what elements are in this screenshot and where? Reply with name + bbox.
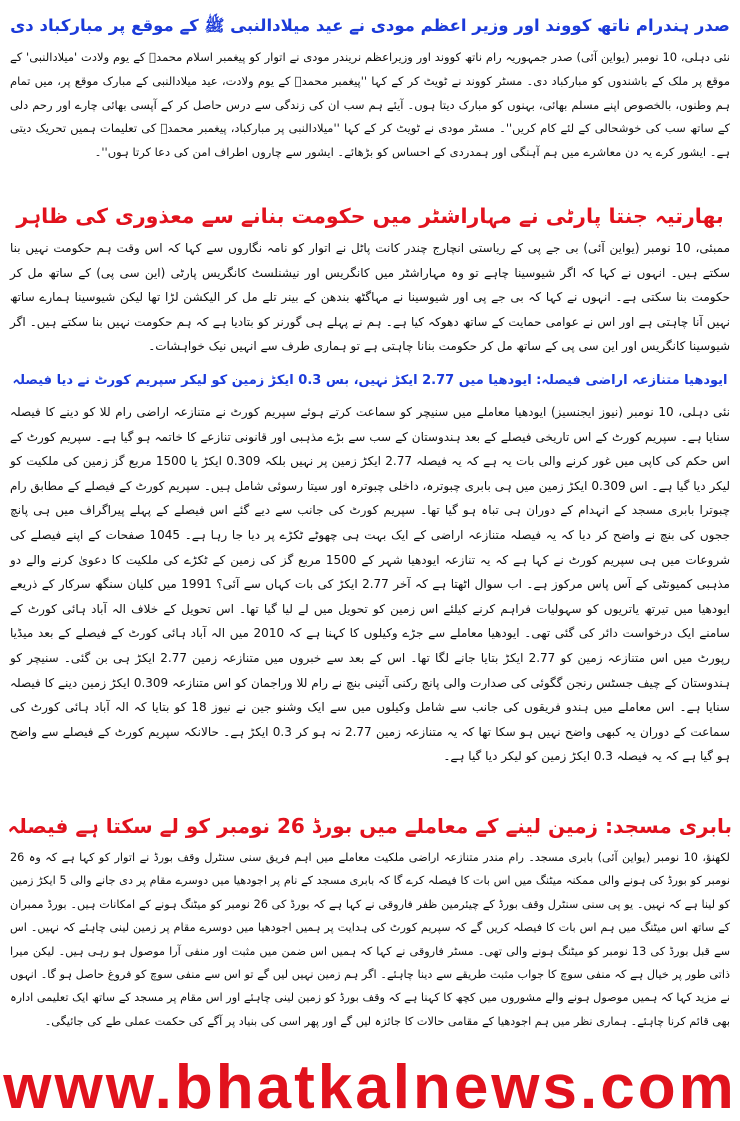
- article-body: نئی دہلی، 10 نومبر (یواین آئی) صدر جمہوریہ رام ناتھ کووند اور وزیراعظم نریندر مودی نے اتوار کو پیغمبر اسلام محمدؐ کے یوم ولادت 'میلادالنبی' کے موقع پر ملک کے باشندوں کو مبارکباد دی۔ مسٹر کووند نے ٹویٹ کر کے کہا ''پیغمبر محمدؐ کے یوم ولادت، عید میلادالنبی کے مبارک موقع پر، میں تمام ہم وطنوں، بالخصوص اپنے مسلم بھائی، بہنوں کو مبارک دیتا ہوں۔ آیئے ہم سب ان کی زندگی سے درس حاصل کر کے آپسی بھائی چارے اور رحم دلی کے ساتھ سب کی خوشحالی کے لئے کام کریں''۔ مسٹر مودی نے ٹویٹ کر کے کہا ''میلادالنبی پر مبارکباد، پیغمبر محمدؐ کی تعلیمات ہمیں تحریک دیتی ہے۔ ایشور کرے یہ دن معاشرے میں ہم آہنگی اور ہمدردی کے احساس کو بڑھائے۔ ایشور سے چاروں اطراف امن کی دعا کرتا ہوں''۔: [10, 50, 730, 160]
- article-eid-greetings: [0, 6, 740, 166]
- article-headline: بھارتیہ جنتا پارٹی نے مہاراشٹر میں حکومت بنانے سے معذوری کی ظاہر: [16, 204, 724, 228]
- site-footer-url[interactable]: www.bhatkalnews.com: [3, 1054, 737, 1121]
- article-babri-board: [0, 806, 740, 1048]
- article-bjp-maharashtra: [0, 196, 740, 360]
- article-headline: ایودھیا متنازعہ اراضی فیصلہ: ایودھیا میں 2.77 ایکڑ نہیں، بس 0.3 ایکڑ زمین کو لیکر سپریم کورٹ نے دیا فیصلہ: [12, 373, 728, 388]
- article-headline: بابری مسجد: زمین لینے کے معاملے میں بورڈ 26 نومبر کو لے سکتا ہے فیصلہ: [7, 814, 732, 838]
- article-headline: صدر ہندرام ناتھ کووند اور وزیر اعظم مودی نے عید میلادالنبی ﷺ کے موقع پر مبارکباد دی: [10, 16, 730, 35]
- article-ayodhya-verdict: [0, 362, 740, 796]
- article-body: نئی دہلی، 10 نومبر (نیوز ایجنسیز) ایودھیا معاملے میں سنیچر کو سماعت کرتے ہوئے سپریم کورٹ نے متنازعہ اراضی رام للا کو دینے کا فیصلہ سنایا ہے۔ سپریم کورٹ کے اس تاریخی فیصلے کے بعد ہندوستان کے سب سے بڑے مذہبی اور قانونی تنازعے کا خاتمہ ہو گیا ہے۔ سپریم کورٹ کے اس حکم کی کاپی میں غور کرنے والی بات یہ ہے کہ یہ فیصلہ 2.77 ایکڑ زمین پر نہیں بلکہ 0.309 ایکڑ یا 1500 مربع گز زمین کی ملکیت کو لیکر دیا گیا ہے۔ اس 0.309 ایکڑ زمین میں ہی بابری چبوترہ، داخلی چبوترہ اور سیتا رسوئی شامل ہیں۔ سپریم کورٹ کے فیصلے کے مطابق رام چبوترا بابری مسجد کے انہدام کے دوران ہی تباہ ہو گیا تھا۔ سپریم کورٹ کی جانب سے دیے گئے اس فیصلے کے پہلے پیراگراف میں ہی پانچ ججوں کی بنچ نے واضح کر دیا کہ یہ فیصلہ متنازعہ اراضی کے ایک بہت ہی چھوٹے ٹکڑے پر دیا جا رہا ہے۔ 1045 صفحات کے اپنے فیصلے کی شروعات میں ہی سپریم کورٹ نے کہا ہے کہ یہ تنازعہ ایودھیا شہر کے 1500 مربع گز کی زمین کے ٹکڑے کی ملکیت کا دعویٰ کرنے والے دو مذہبی کمیونٹی کے آس پاس مرکوز ہے۔ اب سوال اٹھتا ہے کہ آخر 2.77 ایکڑ کی بات کہاں سے آئی؟ 1991 میں کلیان سنگھ سرکار کے ذریعے ایودھیا میں تیرتھ یاتریوں کو سہولیات فراہم کرنے کیلئے اس زمین کو تحویل میں لے لیا گیا تھا۔ اس تحویل کے خلاف الہ آباد ہائی کورٹ کے سامنے ایک درخواست دائر کی گئی تھی۔ ایودھیا معاملے سے جڑے وکیلوں کا کہنا ہے کہ 2010 میں الہ آباد ہائی کورٹ کے فیصلے کے بعد میڈیا رپورٹ میں اس متنازعہ زمین کو 2.77 ایکڑ بتایا جانے لگا تھا۔ اس کے بعد سے خبروں میں متنازعہ زمین 2.77 ایکڑ ہی بن گئی۔ سنیچر کو ہندوستان کے چیف جسٹس رنجن گگوئی کی صدارت والی پانچ رکنی آئینی بنچ نے رام للا وراجمان کو اس متنازعہ 0.309 ایکڑ زمین دینے کا فیصلہ سنایا ہے۔ اس معاملے میں ہندو فریقوں کی جانب سے شامل وکیلوں میں سے ایک وشنو جین نے نیوز 18 کو بتایا کہ الہ آباد ہائی کورٹ کی سماعت کے دوران یہ کبھی واضح نہیں ہو سکا تھا کہ یہ متنازعہ زمین 2.77 نہ ہو کر 0.3 ایکڑ ہے۔ حالانکہ سپریم کورٹ کے فیصلے سے واضح ہو گیا ہے کہ یہ فیصلہ 0.3 ایکڑ زمین کو لیکر دیا گیا ہے۔: [10, 405, 730, 764]
- article-body: لکھنؤ، 10 نومبر (یواین آئی) بابری مسجد۔ رام مندر متنازعہ اراضی ملکیت معاملے میں اہم فریق سنی سنٹرل وقف بورڈ نے اتوار کو کہا ہے کہ وہ 26 نومبر کو بورڈ کی ہونے والی ممکنہ میٹنگ میں اس بات کا فیصلہ کرے گا کہ بابری مسجد کے نام پر اجودھیا میں دوسرے مقام پر دی جانے والی 5 ایکڑ زمین کو لینا ہے کہ نہیں۔ یو پی سنی سنٹرل وقف بورڈ کے چیئرمین ظفر فاروقی نے کہا ہے کہ بورڈ کی 26 نومبر کو میٹنگ ہونے کے امکانات ہیں۔ بورڈ ممبران کے ساتھ اس میٹنگ میں ہم اس بات کا فیصلہ کریں گے کہ سپریم کورٹ کی ہدایت پر ہمیں اجودھیا میں دوسرے مقام پر زمین لینی چاہئے کہ نہیں۔ اس سے قبل بورڈ کی 13 نومبر کو میٹنگ ہونے والی تھی۔ مسٹر فاروقی نے کہا کہ ہمیں اس ضمن میں مثبت اور منفی آرا موصول ہو رہی ہیں۔ لیکن میرا ذاتی طور پر خیال ہے کہ منفی سوچ کا جواب مثبت طریقے سے دینا چاہئے۔ اگر ہم زمین نہیں لیں گے تو اس سے منفی سوچ کو فروغ حاصل ہو گا۔ انہوں نے مزید کہا کہ ہمیں موصول ہونے والے مشوروں میں کچھ کا کہنا ہے کہ وقف بورڈ کو زمین لینی چاہئے اور اس مقام پر مسجد کے ساتھ ایک تعلیمی ادارہ بھی قائم کرنا چاہئے۔ ہماری نظر میں ہم اجودھیا کے مقامی حالات کا جائزہ لیں گے اور پھر اسی کی بنیاد پر آگے کی حکمت عملی طے کی جائیگی۔: [10, 851, 731, 1028]
- article-body: ممبئی، 10 نومبر (یواین آئی) بی جے پی کے ریاستی انچارج چندر کانت پاٹل نے اتوار کو نامہ نگاروں سے کہا کہ اس وقت ہم حکومت نہیں بنا سکتے ہیں۔ انہوں نے کہا کہ اگر شیوسینا چاہے تو وہ مہاراشٹر میں کانگریس اور نیشنلسٹ کانگریس پارٹی (این سی پی) کے ساتھ مل کر حکومت بنا سکتی ہے۔ انہوں نے کہا کہ بی جے پی اور شیوسینا نے مہاگٹھ بندھن کے بینر تلے مل کر الیکشن لڑا تھا لیکن شیوسینا ہمارے ساتھ نہیں آنا چاہتی ہے اور اس نے عوامی حمایت کے ساتھ دھوکہ کیا ہے۔ ہم نے پہلے ہی گورنر کو بتادیا ہے کہ ہم حکومت نہیں بنا سکتے ہیں۔ اگر شیوسینا کانگریس اور این سی پی کے ساتھ مل کر حکومت بنانا چاہتی ہے تو ہماری طرف سے انہیں نیک خواہشات۔: [10, 241, 731, 354]
